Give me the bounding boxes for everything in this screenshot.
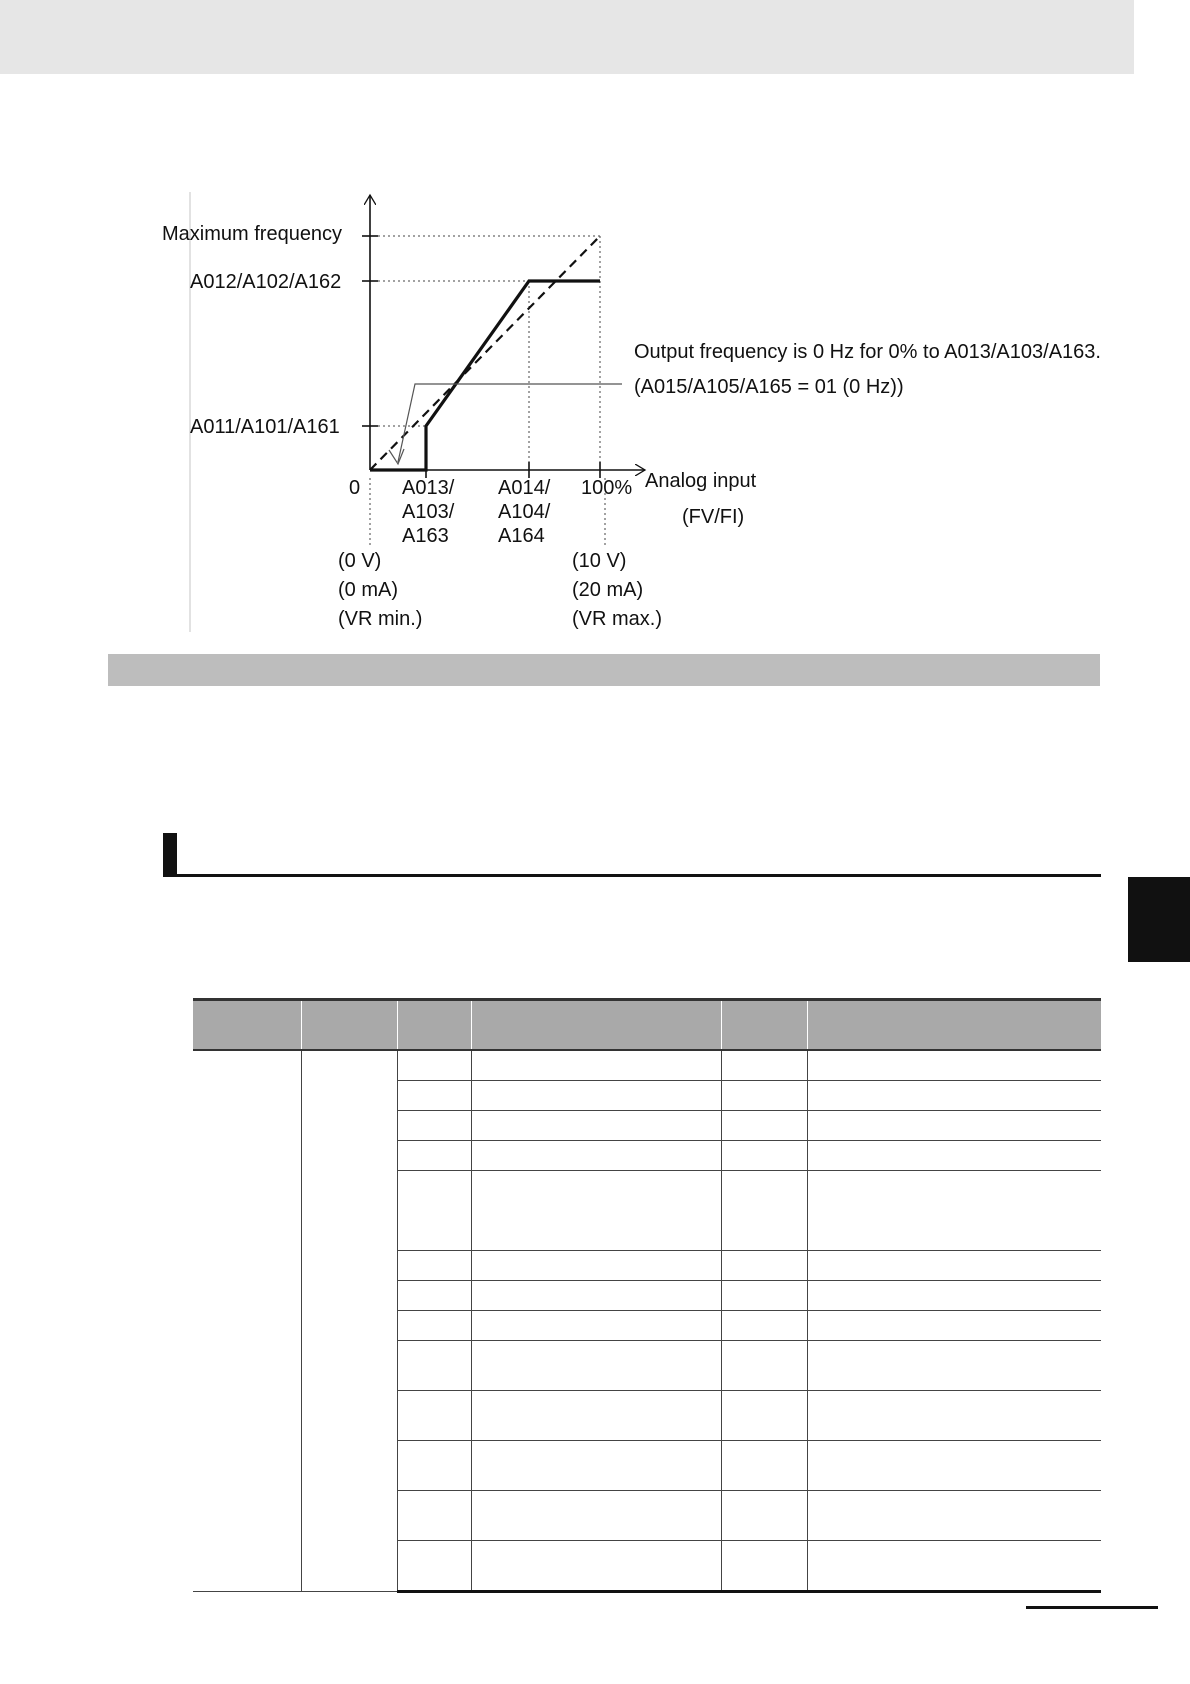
table-header-cell xyxy=(721,1000,807,1051)
table-cell xyxy=(807,1081,1101,1111)
table-cell xyxy=(807,1171,1101,1251)
table-cell xyxy=(471,1541,721,1592)
heading-marker xyxy=(163,833,177,877)
chapter-side-tab xyxy=(1128,877,1190,962)
label-a013-line3: A163 xyxy=(402,525,449,547)
table-cell xyxy=(807,1281,1101,1311)
heading-underline xyxy=(163,874,1101,877)
table-cell xyxy=(471,1441,721,1491)
table-cell xyxy=(471,1251,721,1281)
label-a014-line1: A014/ xyxy=(498,477,551,499)
label-100-percent: 100% xyxy=(581,477,633,499)
label-fv-fi: (FV/FI) xyxy=(682,506,745,528)
table-cell xyxy=(471,1341,721,1391)
table-cell xyxy=(721,1281,807,1311)
table-cell xyxy=(721,1391,807,1441)
table-cell xyxy=(471,1391,721,1441)
table-cell xyxy=(471,1171,721,1251)
table-cell xyxy=(397,1311,471,1341)
table-cell xyxy=(807,1111,1101,1141)
table-cell xyxy=(397,1141,471,1171)
table-cell xyxy=(471,1081,721,1111)
table-cell xyxy=(397,1491,471,1541)
table-cell xyxy=(807,1341,1101,1391)
table-cell xyxy=(721,1251,807,1281)
table-cell xyxy=(471,1281,721,1311)
table-cell xyxy=(397,1441,471,1491)
table-cell xyxy=(397,1171,471,1251)
table-cell xyxy=(471,1491,721,1541)
table-cell xyxy=(193,1050,301,1592)
output-frequency-line xyxy=(370,281,600,470)
label-a013-line2: A103/ xyxy=(402,501,455,523)
table-cell xyxy=(807,1441,1101,1491)
parameter-table xyxy=(193,998,1101,1593)
table-cell xyxy=(721,1050,807,1081)
table-cell xyxy=(471,1141,721,1171)
table-cell xyxy=(397,1341,471,1391)
table-cell xyxy=(721,1441,807,1491)
table-header-cell xyxy=(301,1000,397,1051)
label-left-range-vrmin: (VR min.) xyxy=(338,608,423,630)
table-cell xyxy=(721,1171,807,1251)
table-header-cell xyxy=(193,1000,301,1051)
table-cell xyxy=(721,1081,807,1111)
label-left-range-0ma: (0 mA) xyxy=(338,579,398,601)
table-cell xyxy=(807,1311,1101,1341)
table-header-cell xyxy=(807,1000,1101,1051)
analog-input-frequency-graph xyxy=(0,0,1190,650)
table-cell xyxy=(721,1541,807,1592)
table-cell xyxy=(807,1391,1101,1441)
table-cell xyxy=(807,1141,1101,1171)
table-cell xyxy=(807,1541,1101,1592)
table-cell xyxy=(397,1281,471,1311)
callout-line xyxy=(398,384,622,462)
table-cell xyxy=(397,1251,471,1281)
label-right-range-vrmax: (VR max.) xyxy=(572,608,662,630)
label-left-range-0v: (0 V) xyxy=(338,550,382,572)
label-a014-line3: A164 xyxy=(498,525,545,547)
table-cell xyxy=(721,1491,807,1541)
table-cell xyxy=(397,1541,471,1592)
table-cell xyxy=(721,1111,807,1141)
table-cell xyxy=(397,1111,471,1141)
table-cell xyxy=(397,1391,471,1441)
table-cell xyxy=(807,1251,1101,1281)
table-header-cell xyxy=(397,1000,471,1051)
label-right-range-10v: (10 V) xyxy=(572,550,627,572)
table-cell xyxy=(721,1311,807,1341)
note-line-2: (A015/A105/A165 = 01 (0 Hz)) xyxy=(634,376,904,398)
table-cell xyxy=(721,1141,807,1171)
label-origin: 0 xyxy=(349,477,361,499)
note-line-1: Output frequency is 0 Hz for 0% to A013/A103/A163. xyxy=(634,341,1101,363)
table-cell xyxy=(807,1050,1101,1081)
label-analog-input: Analog input xyxy=(645,470,757,492)
table-cell xyxy=(471,1050,721,1081)
label-a013-line1: A013/ xyxy=(402,477,455,499)
footer-rule xyxy=(1026,1606,1158,1609)
table-header-cell xyxy=(471,1000,721,1051)
label-a014-line2: A104/ xyxy=(498,501,551,523)
table-cell xyxy=(397,1050,471,1081)
callout-arrowhead xyxy=(389,449,404,464)
label-a012: A012/A102/A162 xyxy=(190,271,342,293)
table-cell xyxy=(397,1081,471,1111)
table-row xyxy=(193,1050,1101,1081)
table-header-row xyxy=(193,1000,1101,1051)
table-cell xyxy=(471,1111,721,1141)
table-cell xyxy=(721,1341,807,1391)
table-cell xyxy=(301,1050,397,1592)
label-maximum-frequency: Maximum frequency xyxy=(162,223,343,245)
label-right-range-20ma: (20 mA) xyxy=(572,579,644,601)
label-a011: A011/A101/A161 xyxy=(190,416,340,438)
table-cell xyxy=(807,1491,1101,1541)
table-cell xyxy=(471,1311,721,1341)
section-title-bar xyxy=(108,654,1100,686)
